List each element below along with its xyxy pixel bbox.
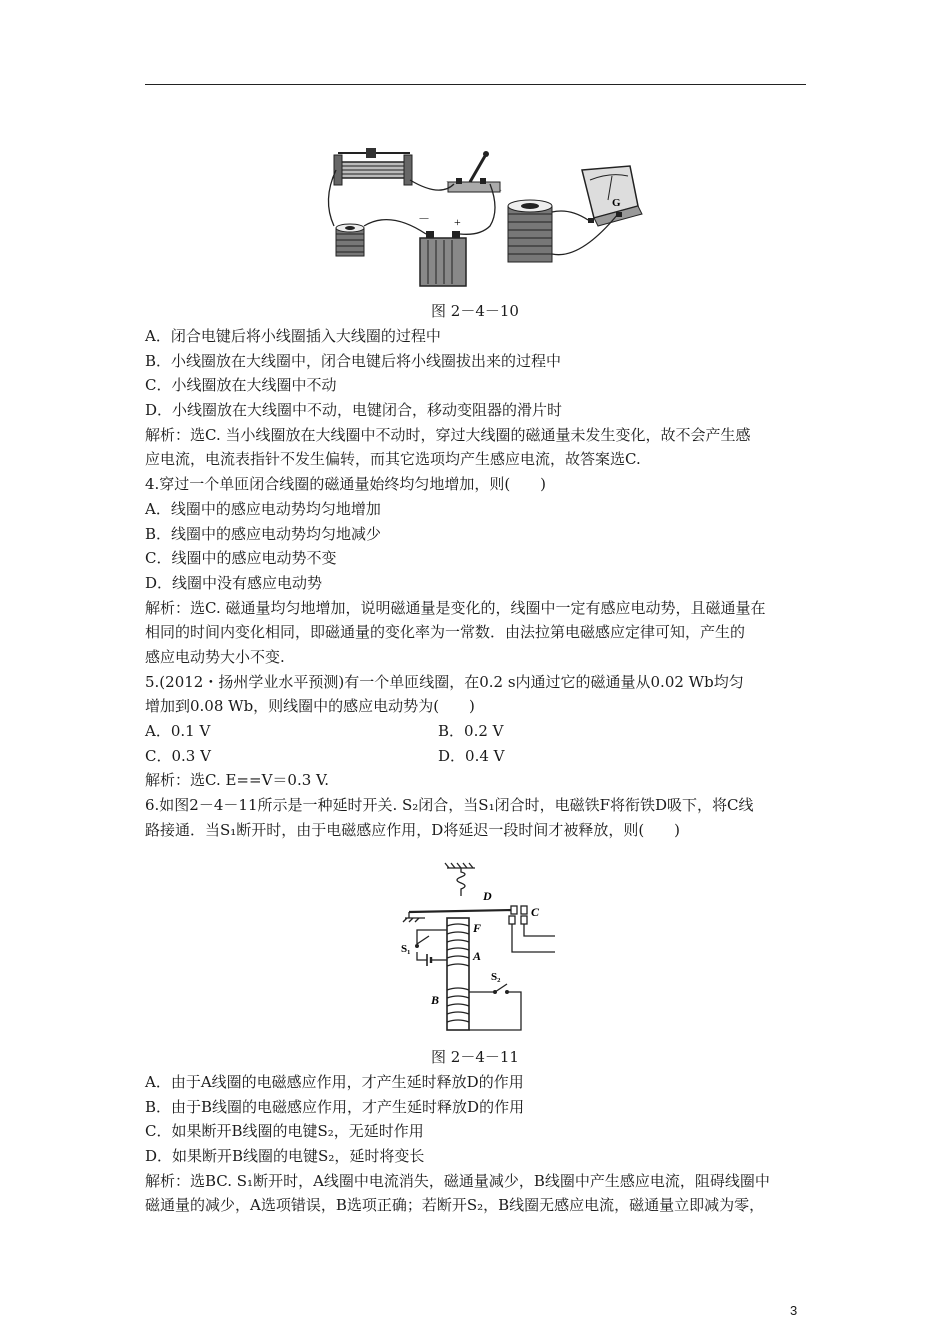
battery-icon [418, 212, 466, 286]
analysis-line: 磁通量的减少，A选项错误，B选项正确；若断开S₂，B线圈无感应电流，磁通量立即减为零， [145, 1196, 765, 1215]
option-b: B．小线圈放在大线圈中，闭合电键后将小线圈拔出来的过程中 [145, 351, 562, 370]
figure-caption: 图 2－4－11 [431, 1048, 519, 1066]
svg-text:D: D [483, 889, 492, 903]
spring-icon [457, 868, 465, 896]
svg-text:F: F [473, 921, 482, 935]
option-c: C．小线圈放在大线圈中不动 [145, 376, 337, 395]
analysis-line: 解析：选C. E==V＝0.3 V. [145, 771, 329, 790]
option-d: D．小线圈放在大线圈中不动，电键闭合，移动变阻器的滑片时 [145, 401, 563, 420]
option-c: C．0.3 V [145, 746, 211, 765]
knife-switch-icon [448, 151, 500, 192]
options-row [145, 719, 815, 744]
svg-text:S₁: S₁ [401, 943, 411, 955]
analysis-line: 解析：选C. 磁通量均匀地增加，说明磁通量是变化的，线圈中一定有感应电动势，且磁通量在 [145, 598, 766, 617]
option-d: D．如果断开B线圈的电键S₂，延时将变长 [145, 1147, 425, 1166]
page-number: 3 [790, 1303, 798, 1318]
svg-text:－: － [418, 212, 431, 226]
rheostat-icon [334, 148, 412, 185]
analysis-line: 解析：选C. 当小线圈放在大线圈中不动时，穿过大线圈的磁通量未发生变化，故不会产生感 [145, 425, 751, 444]
armature-d [409, 910, 513, 912]
option-a: A．0.1 V [145, 722, 211, 740]
header-rule [145, 84, 806, 85]
analysis-line: 解析：选BC. S₁断开时，A线圈中电流消失，磁通量减少，B线圈中产生感应电流，阻碍线圈中 [145, 1171, 770, 1190]
svg-text:S₂: S₂ [491, 971, 501, 983]
option-c: C．线圈中的感应电动势不变 [145, 549, 337, 568]
question-stem: 5.(2012・扬州学业水平预测)有一个单匝线圈，在0.2 s内通过它的磁通量从0.02 Wb均匀 [145, 672, 744, 691]
svg-text:B: B [431, 993, 440, 1007]
question-stem: 4.穿过一个单匝闭合线圈的磁通量始终均匀地增加，则( ) [145, 475, 547, 494]
question-body [145, 324, 815, 842]
option-a: A．闭合电键后将小线圈插入大线圈的过程中 [145, 327, 441, 345]
svg-text:+: + [454, 215, 461, 229]
analysis-line: 应电流，电流表指针不发生偏转，而其它选项均产生感应电流，故答案选C. [145, 450, 641, 469]
figure-caption: 图 2－4－10 [431, 302, 519, 320]
question-body-continued [145, 1070, 815, 1218]
galvanometer-icon [582, 166, 642, 226]
option-a: A．由于A线圈的电磁感应作用，才产生延时释放D的作用 [145, 1073, 524, 1091]
option-b: B．线圈中的感应电动势均匀地减少 [145, 524, 382, 543]
figure-delay-switch [395, 860, 560, 1040]
svg-text:G: G [612, 197, 621, 209]
option-b: B．0.2 V [438, 722, 504, 740]
analysis-line: 感应电动势大小不变. [145, 647, 285, 666]
option-b: B．由于B线圈的电磁感应作用，才产生延时释放D的作用 [145, 1097, 525, 1116]
option-c: C．如果断开B线圈的电键S₂，无延时作用 [145, 1122, 424, 1141]
option-d: D．0.4 V [438, 746, 505, 765]
question-stem: 路接通．当S₁断开时，由于电磁感应作用，D将延迟一段时间才被释放，则( ) [145, 820, 681, 839]
question-stem: 6.如图2－4－11所示是一种延时开关. S₂闭合，当S₁闭合时，电磁铁F将衔铁D吸下，将C线 [145, 796, 754, 815]
small-coil-icon [336, 224, 364, 256]
analysis-line: 相同的时间内变化相同，即磁通量的变化率为一常数．由法拉第电磁感应定律可知，产生的 [145, 623, 746, 642]
figure-induction-apparatus [320, 140, 650, 295]
question-stem: 增加到0.08 Wb，则线圈中的感应电动势为( ) [145, 697, 475, 716]
option-a: A．线圈中的感应电动势均匀地增加 [145, 499, 381, 518]
option-d: D．线圈中没有感应电动势 [145, 573, 323, 592]
svg-text:A: A [473, 949, 482, 963]
svg-text:C: C [531, 905, 540, 919]
options-row [145, 744, 815, 769]
large-coil-icon [508, 200, 552, 262]
